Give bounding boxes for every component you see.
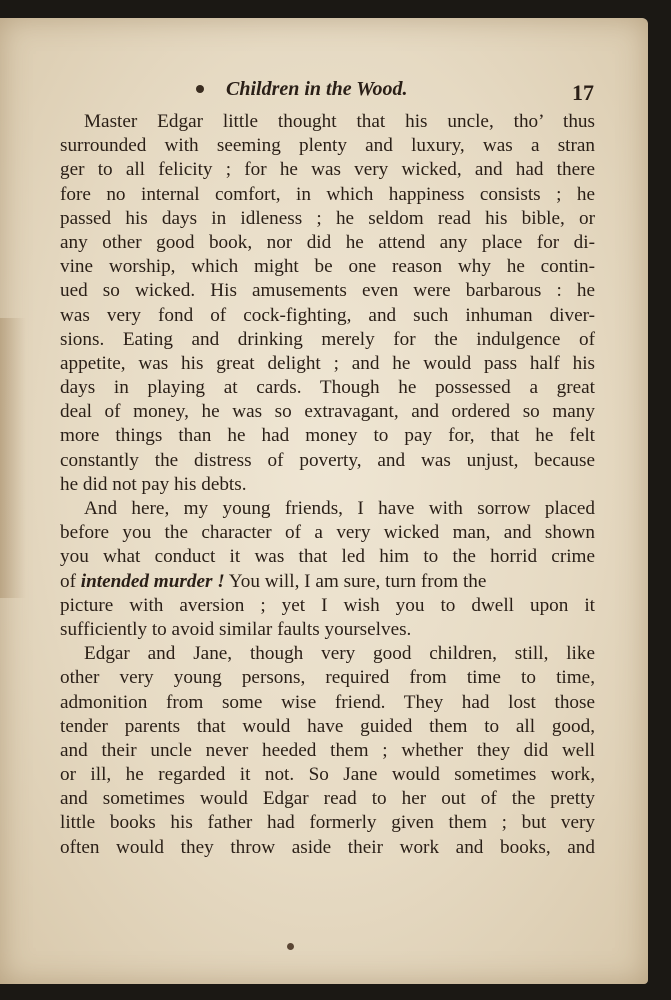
page-header <box>0 78 648 108</box>
emphasis-text: intended murder ! <box>80 570 225 592</box>
book-page <box>0 18 648 984</box>
text-line: And here, my young friends, I have with sorrow placed <box>84 498 595 519</box>
text-line: before you the character of a very wicked man, and shown <box>60 522 595 544</box>
text-line: constantly the distress of poverty, and was unjust, because <box>60 449 595 471</box>
text-line: admonition from some wise friend. They had lost those <box>60 691 595 713</box>
text-line: picture with aversion ; yet I wish you to dwell upon it <box>60 594 595 616</box>
gutter-stain <box>0 318 26 598</box>
text-line-mixed <box>60 570 595 594</box>
text-line: appetite, was his great delight ; and he would pass half his <box>60 352 595 374</box>
text-run: of <box>60 570 81 592</box>
text-line: fore no internal comfort, in which happiness consists ; he <box>60 183 595 205</box>
text-line: days in playing at cards. Though he possessed a great <box>60 377 595 399</box>
text-line: other very young persons, required from time to time, <box>60 667 595 689</box>
text-line: little books his father had formerly given them ; but very <box>60 812 595 834</box>
text-line: tender parents that would have guided them to all good, <box>60 715 595 737</box>
text-line: any other good book, nor did he attend any place for di- <box>60 231 595 253</box>
ornament-bullet <box>196 85 204 93</box>
text-line: Master Edgar little thought that his uncle, tho’ thus <box>84 111 595 132</box>
body-text <box>60 110 595 860</box>
text-line: more things than he had money to pay for, that he felt <box>60 425 595 447</box>
text-line: Edgar and Jane, though very good children, still, like <box>84 643 595 665</box>
text-line: sions. Eating and drinking merely for the indulgence of <box>60 328 595 350</box>
text-line: surrounded with seeming plenty and luxury, was a stran <box>60 135 595 157</box>
text-line: sufficiently to avoid similar faults yourselves. <box>60 618 412 640</box>
page-number: 17 <box>572 80 594 105</box>
text-line: passed his days in idleness ; he seldom read his bible, or <box>60 207 595 229</box>
text-line: ger to all felicity ; for he was very wicked, and had there <box>60 159 595 181</box>
text-line: or ill, he regarded it not. So Jane would sometimes work, <box>60 764 595 786</box>
text-line: and their uncle never heeded them ; whether they did well <box>60 739 595 761</box>
text-line: ued so wicked. His amusements even were barbarous : he <box>60 280 595 302</box>
running-title: Children in the Wood. <box>226 78 408 100</box>
text-line: was very fond of cock-fighting, and such inhuman diver- <box>60 304 595 326</box>
text-line: and sometimes would Edgar read to her out of the pretty <box>60 788 595 810</box>
text-line: deal of money, he was so extravagant, and ordered so many <box>60 401 595 423</box>
ink-spot <box>287 943 294 950</box>
text-line: he did not pay his debts. <box>60 473 247 495</box>
text-line: vine worship, which might be one reason why he contin- <box>60 256 595 278</box>
text-run: You will, I am sure, turn from the <box>224 570 487 592</box>
text-line: often would they throw aside their work and books, and <box>60 836 595 858</box>
text-line: you what conduct it was that led him to the horrid crime <box>60 546 595 568</box>
